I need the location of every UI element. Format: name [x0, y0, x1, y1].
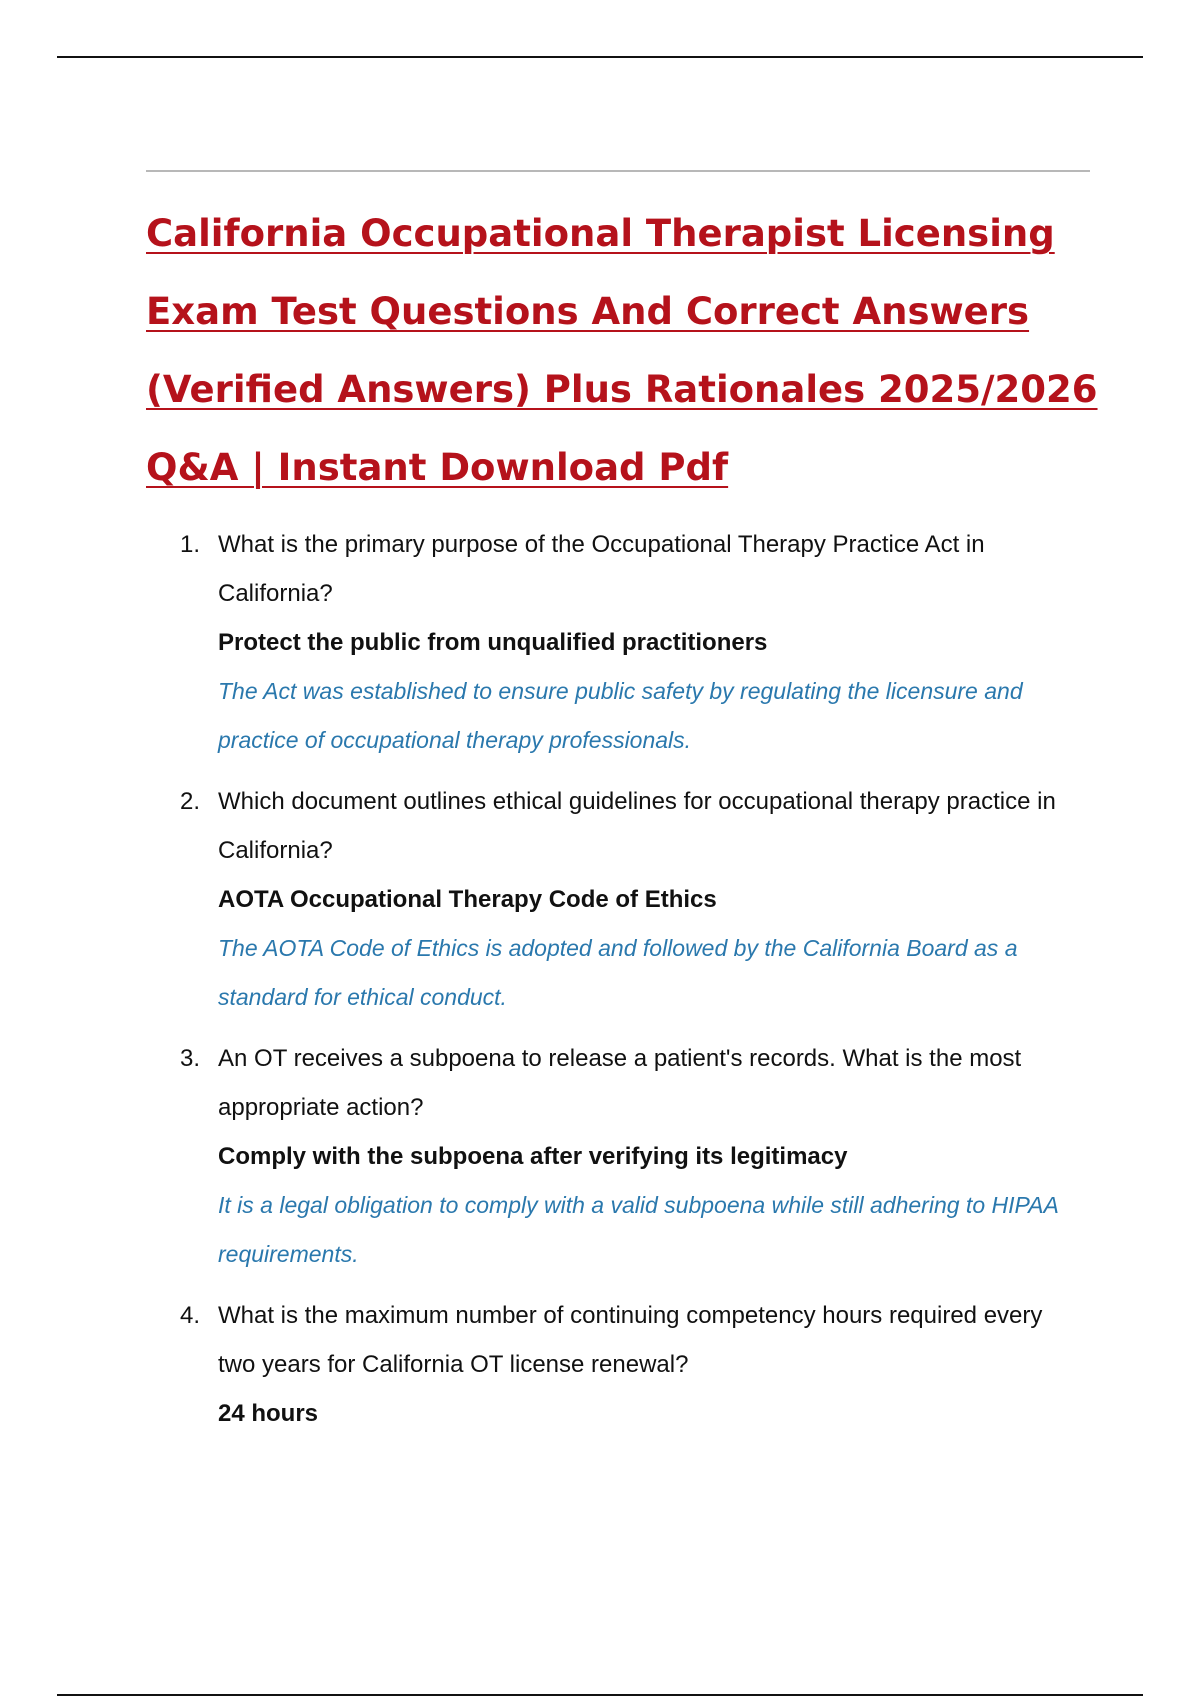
answer-text: Protect the public from unqualified practitioners [218, 629, 768, 656]
question-text: What is the primary purpose of the Occupational Therapy Practice Act in California? [218, 531, 985, 607]
question-text: What is the maximum number of continuing competency hours required every two years for California OT license renewal? [218, 1302, 1043, 1378]
document-title: California Occupational Therapist Licensing Exam Test Questions And Correct Answers (Verified Answers) Plus Rationales 2025/2026 Q&A | Instant Download Pdf [146, 212, 1098, 489]
question-text: An OT receives a subpoena to release a patient's records. What is the most appropriate action? [218, 1045, 1022, 1121]
question-item-3 [146, 1034, 1086, 1279]
rationale-text: The AOTA Code of Ethics is adopted and followed by the California Board as a standard for ethical conduct. [218, 935, 1018, 1010]
answer-text: AOTA Occupational Therapy Code of Ethics [218, 886, 717, 913]
question-item-4 [146, 1291, 1086, 1438]
question-number: 1. [180, 531, 201, 558]
question-number: 3. [180, 1045, 201, 1072]
page-bottom-rule [57, 1694, 1143, 1696]
question-list [146, 520, 1086, 1450]
page-top-rule [57, 56, 1143, 58]
question-text: Which document outlines ethical guidelines for occupational therapy practice in California? [218, 788, 1056, 864]
rationale-text: It is a legal obligation to comply with a valid subpoena while still adhering to HIPAA requirements. [218, 1192, 1058, 1267]
answer-text: 24 hours [218, 1400, 319, 1427]
rationale-text: The Act was established to ensure public safety by regulating the licensure and practice of occupational therapy professionals. [218, 678, 1023, 753]
answer-text: Comply with the subpoena after verifying its legitimacy [218, 1143, 848, 1170]
question-item-1 [146, 520, 1086, 765]
question-item-2 [146, 777, 1086, 1022]
question-number: 2. [180, 788, 201, 815]
content-divider [146, 170, 1090, 172]
question-number: 4. [180, 1302, 201, 1329]
